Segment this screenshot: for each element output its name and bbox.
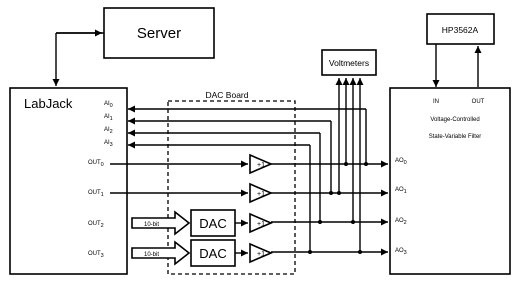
filter-out-label: OUT	[471, 99, 485, 105]
ao-label: AO0	[395, 158, 407, 166]
junction-dot	[329, 191, 333, 195]
bus-label: 10-bit	[144, 222, 160, 228]
out-label: OUT0	[88, 160, 104, 168]
buffer-label: +1	[257, 251, 265, 258]
dac-label: DAC	[199, 216, 227, 231]
ai-label: AI1	[104, 114, 113, 122]
channel-1	[110, 184, 388, 202]
ao-label: AO3	[395, 248, 407, 256]
bus-arrow	[132, 212, 189, 234]
voltmeters-label: Voltmeters	[328, 58, 370, 68]
tap-lines	[310, 109, 366, 252]
buffer-label: +1	[257, 162, 265, 169]
junction-dot	[358, 250, 362, 254]
hp-filter-links	[436, 44, 478, 87]
server-link	[56, 33, 104, 86]
filter-in-label: IN	[433, 99, 439, 105]
filter-title-line2: State-Variable Filter	[428, 134, 482, 140]
junction-dot	[364, 162, 368, 166]
junction-dot	[318, 220, 322, 224]
voltmeters-block	[322, 50, 376, 75]
hp3562a-block	[427, 14, 494, 44]
junction-dot	[344, 162, 348, 166]
bus-arrow	[132, 242, 189, 264]
channel-3	[132, 240, 388, 266]
server-block	[104, 8, 214, 58]
buffer-label: +1	[257, 221, 265, 228]
labjack-label: LabJack	[24, 96, 73, 111]
ao-label: AO1	[395, 187, 407, 195]
ai-label: AI0	[104, 101, 113, 109]
ai-label: AI3	[104, 140, 113, 148]
out-label: OUT1	[88, 190, 104, 198]
junction-dot	[337, 191, 341, 195]
junction-dots	[308, 162, 368, 254]
junction-dot	[351, 220, 355, 224]
voltmeter-probes	[339, 78, 360, 252]
hp3562a-label: HP3562A	[441, 25, 479, 35]
buffer-label: +1	[257, 191, 265, 198]
filter-title-line1: Voltage-Controlled	[430, 117, 480, 123]
bus-label: 10-bit	[144, 252, 160, 258]
ai-label: AI2	[104, 127, 113, 135]
filter-block	[390, 88, 510, 274]
server-label: Server	[136, 25, 182, 42]
junction-dot	[308, 250, 312, 254]
out-label: OUT3	[88, 251, 104, 259]
out-label: OUT2	[88, 221, 104, 229]
dac-board-label: DAC Board	[205, 90, 249, 100]
ao-label: AO2	[395, 218, 407, 226]
channel-2	[132, 210, 388, 236]
dac-label: DAC	[199, 246, 227, 261]
